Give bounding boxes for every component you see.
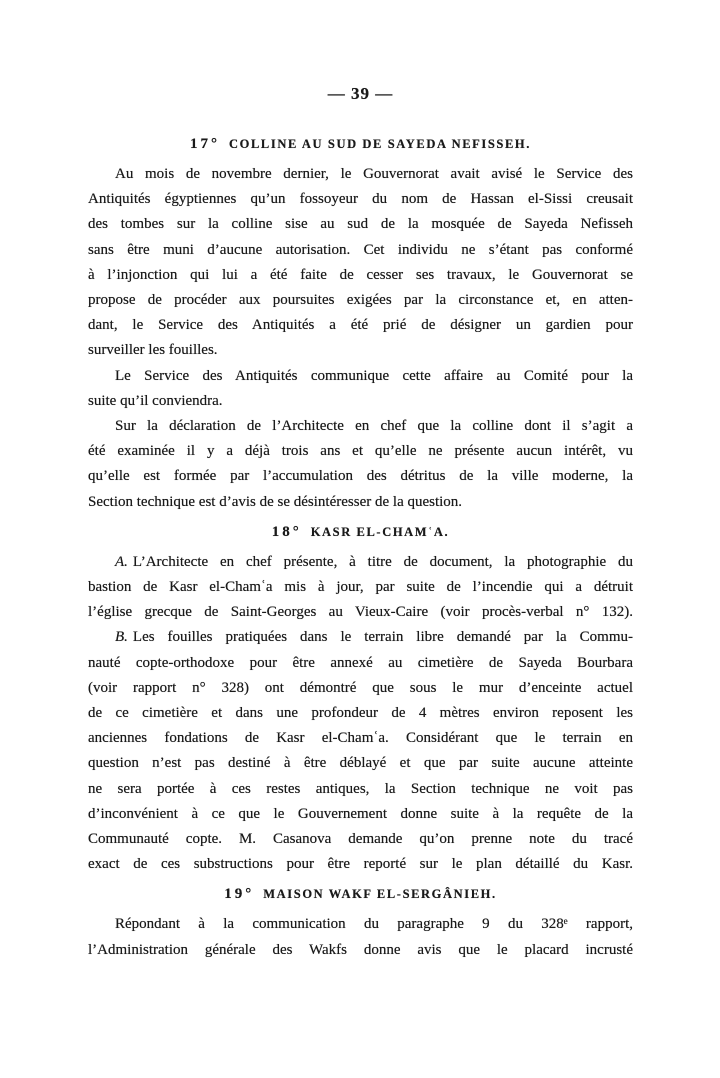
section-number: 17° bbox=[190, 136, 221, 152]
text-line: nauté copte-orthodoxe pour être annexé au cimetière de Sayeda Bourbara bbox=[88, 654, 633, 671]
text-line: propose de procéder aux poursuites exigées par la circonstance et, en atten- bbox=[88, 292, 633, 309]
text-line: A. L’Architecte en chef présente, à titre de document, la photographie du bbox=[115, 553, 633, 570]
text-line: bastion de Kasr el-Chamʿa mis à jour, par suite de l’incendie qui a détruit bbox=[88, 579, 633, 596]
text-line: question n’est pas destiné à être déblayé et que par suite aucune atteinte bbox=[88, 755, 633, 772]
paragraph bbox=[88, 550, 633, 626]
text-line: sans être muni d’aucune autorisation. Cet individu ne s’étant pas conformé bbox=[88, 241, 633, 258]
text-line: Le Service des Antiquités communique cette affaire au Comité pour la bbox=[115, 367, 633, 384]
text-line: qu’elle est formée par l’accumulation des détritus de la ville moderne, la bbox=[88, 468, 633, 485]
text-line: Sur la déclaration de l’Architecte en chef que la colline dont il s’agit a bbox=[115, 418, 633, 435]
text-line: à l’injonction qui lui a été faite de cesser ses travaux, le Gouvernorat se bbox=[88, 266, 633, 283]
text-line: été examinée il y a déjà trois ans et qu’elle ne présente aucun intérêt, vu bbox=[88, 443, 633, 460]
text-line: (voir rapport n° 328) ont démontré que sous le mur d’enceinte actuel bbox=[88, 679, 633, 696]
paragraph bbox=[88, 625, 633, 877]
text-line: surveiller les fouilles. bbox=[88, 342, 218, 359]
text-line: de ce cimetière et dans une profondeur de 4 mètres environ reposent les bbox=[88, 705, 633, 722]
text-line: d’inconvénient à ce que le Gouvernement donne suite à la requête de la bbox=[88, 805, 633, 822]
section-number: 18° bbox=[271, 523, 302, 540]
text-line: des tombes sur la colline sise au sud de la mosquée de Sayeda Nefisseh bbox=[88, 216, 633, 233]
paragraph-lead: B. bbox=[115, 629, 128, 646]
text-line: Au mois de novembre dernier, le Gouvernorat avait avisé le Service des bbox=[115, 166, 633, 182]
text-line: anciennes fondations de Kasr el-Chamʿa. Considérant que le terrain en bbox=[88, 730, 633, 747]
text-line: suite qu’il conviendra. bbox=[88, 392, 223, 409]
paragraph bbox=[88, 162, 633, 364]
page-number: — 39 — bbox=[327, 84, 394, 103]
section-title: KASR EL-CHAMʿA. bbox=[310, 524, 450, 539]
text-line: l’église grecque de Saint-Georges au Vieux-Caire (voir procès-verbal n° 132). bbox=[88, 604, 633, 621]
text-line: B. Les fouilles pratiquées dans le terrain libre demandé par la Commu- bbox=[115, 629, 633, 646]
text-line: Répondant à la communication du paragraphe 9 du 328ᵉ rapport, bbox=[115, 916, 633, 933]
text-line: Antiquités égyptiennes qu’un fossoyeur du nom de Hassan el-Sissi creusait bbox=[88, 191, 633, 208]
section-heading bbox=[88, 884, 633, 904]
page-body bbox=[88, 134, 633, 963]
text-line: Communauté copte. M. Casanova demande qu’on prenne note du tracé bbox=[88, 831, 633, 848]
text-line: exact de ces substructions pour être reporté sur le plan détaillé du Kasr. bbox=[88, 856, 633, 873]
paragraph bbox=[88, 414, 633, 515]
text-line: ne sera portée à ces restes antiques, la Section technique ne voit pas bbox=[88, 780, 633, 797]
section-title: COLLINE AU SUD DE SAYEDA NEFISSEH. bbox=[229, 137, 531, 151]
section bbox=[88, 522, 633, 878]
paragraph bbox=[88, 364, 633, 414]
paragraph bbox=[88, 912, 633, 962]
text-line: dant, le Service des Antiquités a été prié de désigner un gardien pour bbox=[88, 317, 633, 334]
section bbox=[88, 884, 633, 962]
section-title: MAISON WAKF EL-SERGÂNIEH. bbox=[263, 887, 497, 902]
section-number: 19° bbox=[224, 886, 255, 903]
paragraph-lead: A. bbox=[115, 553, 128, 570]
section-heading bbox=[88, 522, 633, 542]
section bbox=[88, 134, 633, 515]
text-line: Section technique est d’avis de se désintéresser de la question. bbox=[88, 493, 463, 510]
section-heading bbox=[88, 134, 633, 154]
text-line: l’Administration générale des Wakfs donne avis que le placard incrusté bbox=[88, 941, 633, 958]
